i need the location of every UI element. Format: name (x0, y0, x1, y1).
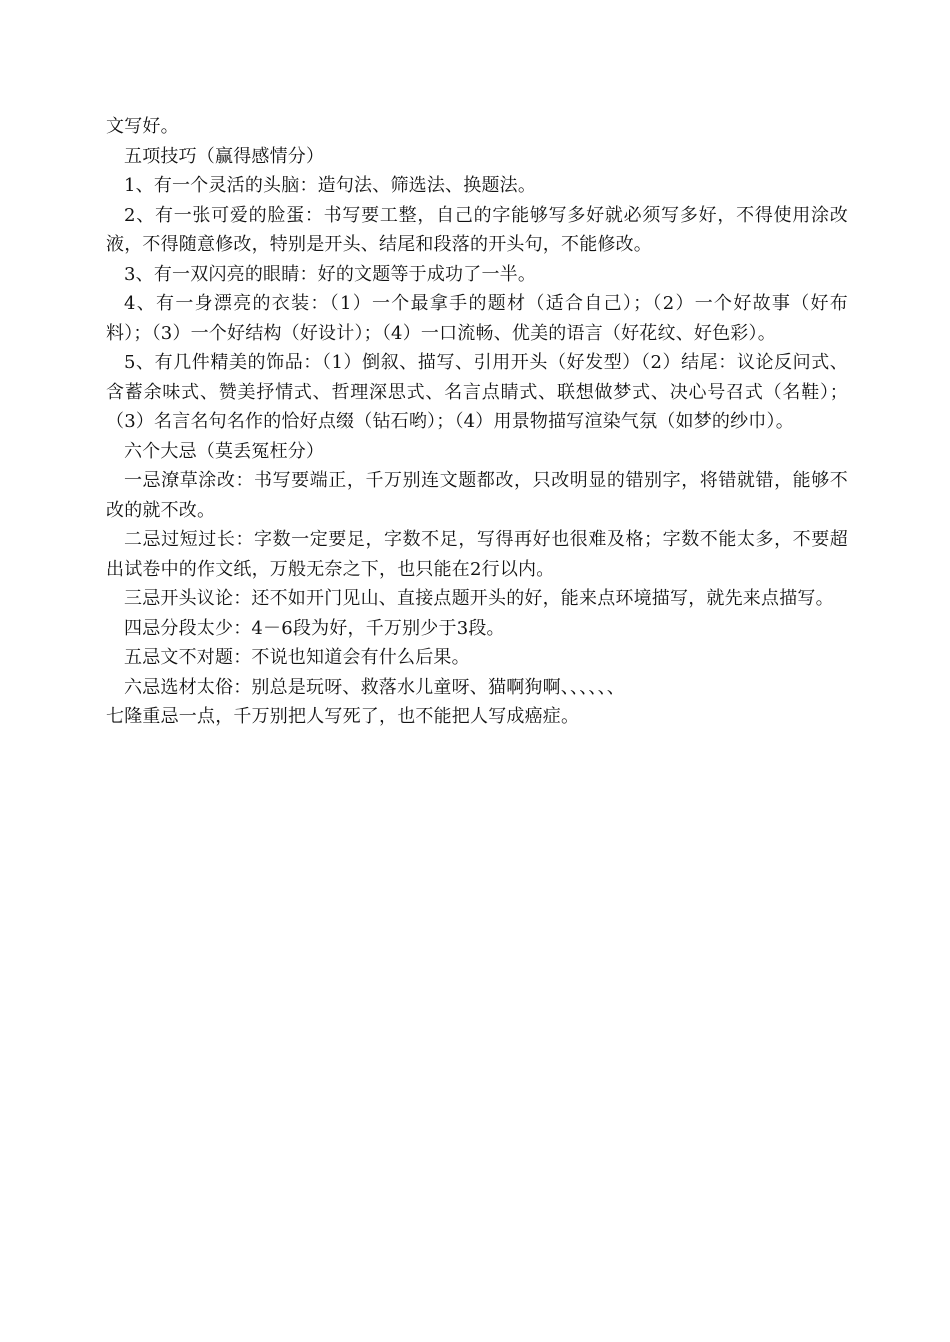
paragraph: 4、有一身漂亮的衣装：（1）一个最拿手的题材（适合自己）；（2）一个好故事（好布料）；（3）一个好结构（好设计）；（4）一口流畅、优美的语言（好花纹、好色彩）。 (106, 293, 848, 344)
paragraph: 5、有几件精美的饰品：（1）倒叙、描写、引用开头（好发型）（2）结尾：议论反问式、含蓄余味式、赞美抒情式、哲理深思式、名言点睛式、联想做梦式、决心号召式（名鞋）；（3）名言名句名作的恰好点缀（钻石哟）；（4）用景物描写渲染气氛（如梦的纱巾）。 (106, 352, 848, 432)
paragraph: 3、有一双闪亮的眼睛：好的文题等于成功了一半。 (124, 263, 537, 285)
paragraph: 五忌文不对题：不说也知道会有什么后果。 (124, 647, 470, 668)
document-page (106, 112, 848, 732)
paragraph: 1、有一个灵活的头脑：造句法、筛选法、换题法。 (124, 175, 537, 196)
paragraph: 文写好。 (106, 116, 179, 137)
paragraph: 七隆重忌一点，千万别把人写死了，也不能把人写成癌症。 (106, 706, 580, 727)
paragraph: 二忌过短过长：字数一定要足，字数不足，写得再好也很难及格；字数不能太多，不要超出试卷中的作文纸，万般无奈之下，也只能在2行以内。 (106, 529, 848, 580)
paragraph: 2、有一张可爱的脸蛋：书写要工整，自己的字能够写多好就必须写多好，不得使用涂改液，不得随意修改，特别是开头、结尾和段落的开头句，不能修改。 (106, 204, 848, 255)
section-heading-six-taboos: 六个大忌（莫丢冤枉分） (124, 440, 325, 462)
paragraph: 一忌潦草涂改：书写要端正，千万别连文题都改，只改明显的错别字，将错就错，能够不改的就不改。 (106, 470, 848, 521)
paragraph: 六忌选材太俗：别总是玩呀、救落水儿童呀、猫啊狗啊、、、、、、 (124, 676, 625, 698)
section-heading-five-skills: 五项技巧（赢得感情分） (124, 145, 325, 167)
paragraph: 四忌分段太少：4－6段为好，千万别少于3段。 (124, 617, 505, 639)
paragraph: 三忌开头议论：还不如开门见山、直接点题开头的好，能来点环境描写，就先来点描写。 (124, 588, 834, 609)
